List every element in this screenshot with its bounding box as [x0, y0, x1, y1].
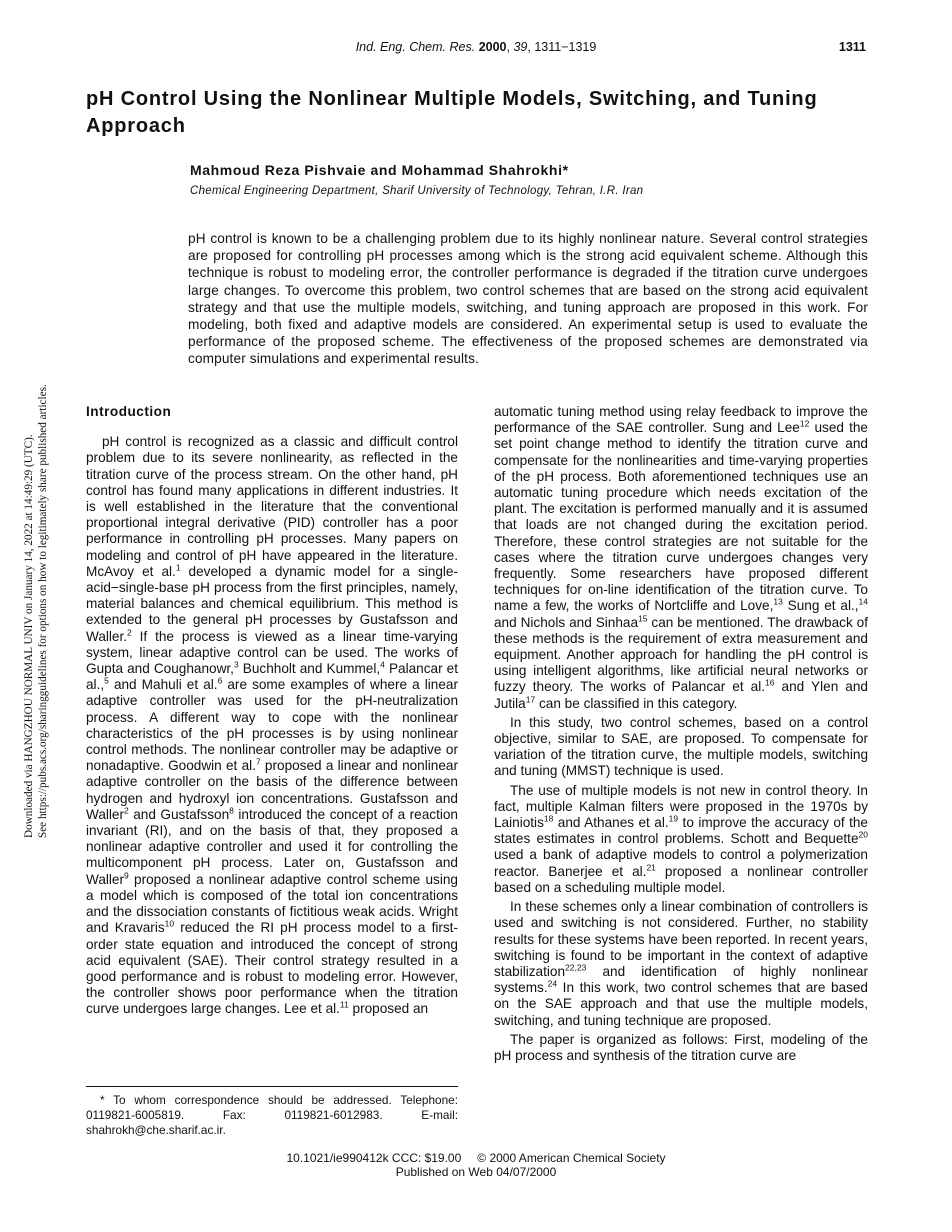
doi-line[interactable]: 10.1021/ie990412k CCC: $19.00 — [286, 1151, 462, 1165]
abstract: pH control is known to be a challenging problem due to its highly nonlinear nature. Several control strategies are proposed for controlling pH processes among which is the strong acid equivalent scheme. Although this technique is robust to modeling error, the controller performance is degraded if the titration curve undergoes large changes. To overcome this problem, two control schemes that are based on the strong acid equivalent strategy and that use the multiple models, switching, and tuning approach are proposed in this work. For modeling, both fixed and adaptive models are considered. An experimental setup is used to evaluate the performance of the proposed scheme. The effectiveness of the proposed schemes are demonstrated via computer simulations and experimental results. — [188, 231, 868, 367]
paragraph: The use of multiple models is not new in control theory. In fact, multiple Kalman filters were proposed in the 1970s by Lainiotis$^{18}$ and Athanes et al.$^{19}$ to improve the accuracy of the states estimates in control problems. Schott and Bequette$^{20}$ used a bank of adaptive models to control a polymerization reactor. Banerjee et al.$^{21}$ proposed a nonlinear controller based on a scheduling multiple model. — [494, 782, 868, 895]
paragraph: In this study, two control schemes, based on a control objective, similar to SAE, are proposed. To compensate for variation of the titration curve, the multiple models, switching and tuning (MMST) technique is used. — [494, 714, 868, 779]
page-footer — [0, 1151, 952, 1179]
download-notice-line1: Downloaded via HANGZHOU NORMAL UNIV on January 14, 2022 at 14:49:29 (UTC). — [23, 434, 35, 838]
download-notice — [22, 384, 50, 838]
paragraph: The paper is organized as follows: First, modeling of the pH process and synthesis of the titration curve are — [494, 1031, 868, 1063]
running-header: Ind. Eng. Chem. Res. 2000, 39, 1311−1319 — [355, 40, 597, 54]
paper-title: pH Control Using the Nonlinear Multiple Models, Switching, and Tuning Approach — [86, 88, 818, 137]
paragraph: automatic tuning method using relay feedback to improve the performance of the SAE controller. Sung and Lee$^{12}$ used the set point change method to identify the titration curve and compensate for the nonlinearities and time-varying properties of the pH process. Both aforementioned techniques use an automatic tuning procedure which needs excitation of the plant. The excitation is performed manually and it is assumed that loads are not changed during the excitation period. Therefore, these control strategies are not suitable for the cases where the titration curve undergoes changes very frequently. Some researchers have proposed different techniques for on-line identification of the titration curve. To name a few, the works of Nortcliffe and Love,$^{13}$ Sung et al.,$^{14}$ and Nichols and Sinhaa$^{15}$ can be mentioned. The drawback of these methods is the requirement of extra measurement and equipment. Another approach for handling the pH control is using intelligent algorithms, like artificial neural networks or fuzzy theory. The works of Palancar et al.$^{16}$ and Ylen and Jutila$^{17}$ can be classified in this category. — [494, 404, 869, 711]
right-column — [494, 404, 868, 1067]
journal-abbrev: Ind. Eng. Chem. Res. — [355, 40, 476, 54]
affiliation: Chemical Engineering Department, Sharif University of Technology, Tehran, I.R. Iran — [190, 185, 644, 197]
authors: Mahmoud Reza Pishvaie and Mohammad Shahrokhi* — [190, 162, 569, 178]
journal-volume: 39 — [513, 40, 528, 54]
correspondence-footnote: * To whom correspondence should be addressed. Telephone: 0119821-6005819. Fax: 0119821-6012983. E-mail: shahrokh@che.sharif.ac.ir. — [86, 1093, 458, 1137]
copyright: © 2000 American Chemical Society — [477, 1151, 666, 1165]
published-date: Published on Web 04/07/2000 — [395, 1165, 557, 1179]
left-column — [86, 404, 458, 1021]
journal-year: 2000 — [478, 40, 507, 54]
download-notice-line2[interactable]: See https://pubs.acs.org/sharingguidelines for options on how to legitimately share published articles. — [37, 384, 49, 838]
paragraph: In these schemes only a linear combination of controllers is used and switching is not considered. Further, no stability results for these systems have been reported. In recent years, switching is found to be important in the context of adaptive stabilization$^{22,23}$ and identification of highly nonlinear systems.$^{24}$ In this work, two control schemes that are based on the SAE approach and that use the multiple models, switching, and tuning technique are proposed. — [494, 899, 868, 1028]
page-number: 1311 — [838, 40, 866, 54]
section-heading: Introduction — [86, 404, 172, 419]
journal-pages: 1311−1319 — [534, 40, 597, 54]
footnote-divider — [86, 1086, 458, 1087]
paragraph: pH control is recognized as a classic and difficult control problem due to its severe nonlinearity, as reflected in the titration curve of the process stream. On the other hand, pH control has found many applications in different industries. It is well established in the literature that the conventional proportional integral derivative (PID) controller has a poor performance in controlling pH processes. Many papers on modeling and control of pH have appeared in the literature. McAvoy et al.$^1$ developed a dynamic model for a single-acid−single-base pH process from the first principles, namely, material balances and chemical equilibrium. This method is extended to the general pH processes by Gustafsson and Waller.$^2$ If the process is viewed as a linear time-varying system, linear adaptive control can be used. The works of Gupta and Coughanowr,$^3$ Buchholt and Kummel,$^4$ Palancar et al.,$^5$ and Mahuli et al.$^6$ are some examples of where a linear adaptive controller was used for the pH-neutralization process. A different way to cope with the nonlinear characteristics of the pH processes is by using nonlinear control methods. The nonlinear controller may be adaptive or nonadaptive. Goodwin et al.$^7$ proposed a linear and nonlinear adaptive controller on the basis of the difference between hydrogen and hydroxyl ion concentrations. Gustafsson and Waller$^2$ and Gustafsson$^8$ introduced the concept of a reaction invariant (RI), and on the basis of that, they proposed a nonlinear adaptive controller and used it for controlling the multicomponent pH process. Later on, Gustafsson and Waller$^9$ proposed a nonlinear adaptive control scheme using a model which is composed of the total ion concentrations and the dissociation constants of fictitious weak acids. Wright and Kravaris$^{10}$ reduced the RI pH process model to a first-order state equation and introduced the concept of strong acid equivalent (SAE). Their control strategy resulted in a good performance and is robust to modeling error. However, the controller shows poor performance when the titration curve undergoes large changes. Lee et al.$^{11}$ proposed an — [86, 434, 459, 1017]
